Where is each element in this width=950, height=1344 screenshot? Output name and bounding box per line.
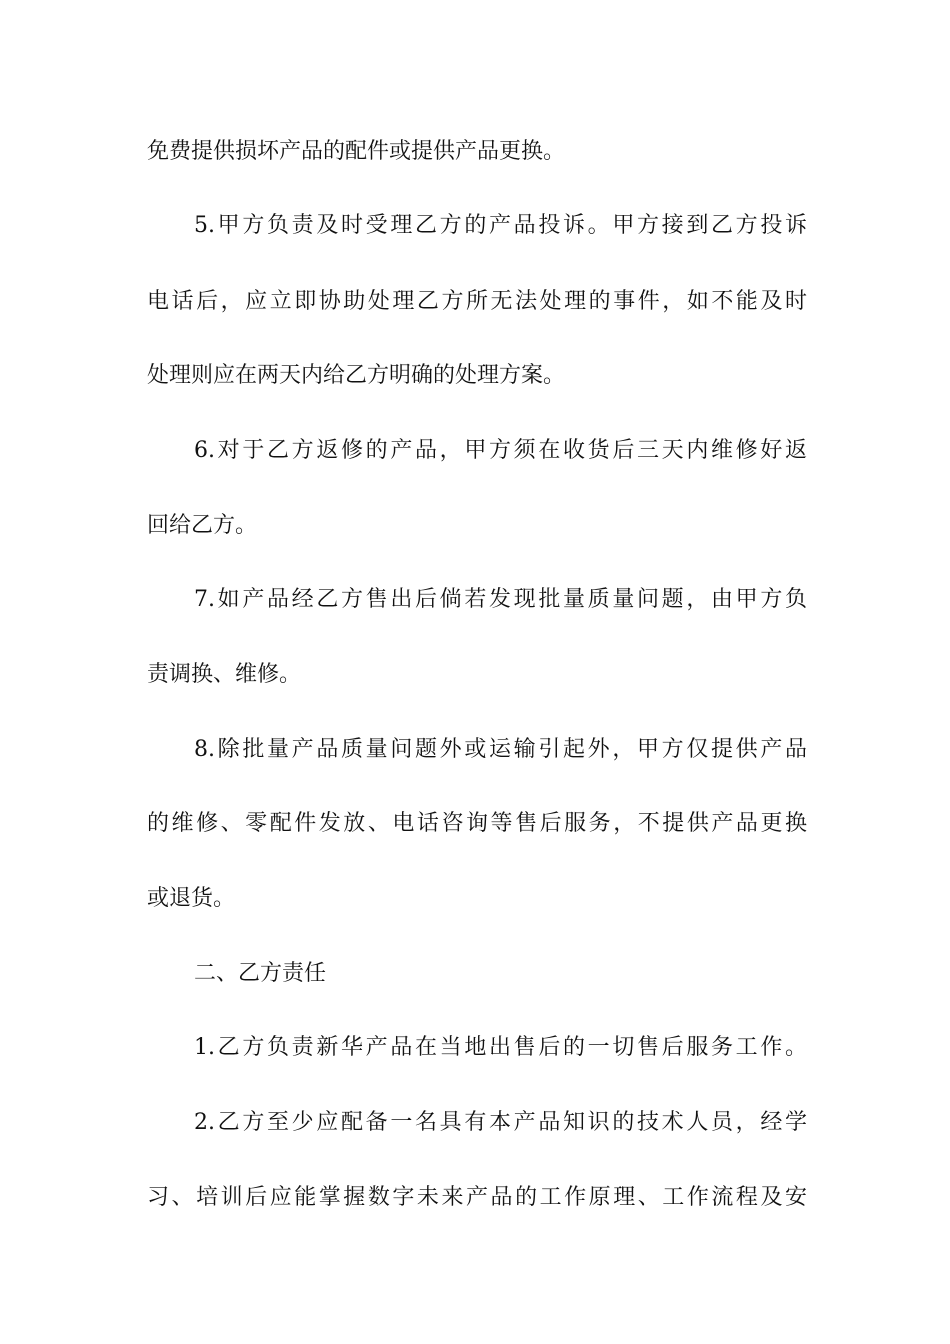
- text-line: 的维修、零配件发放、电话咨询等售后服务，不提供产品更换: [147, 811, 807, 836]
- text-line: 5.甲方负责及时受理乙方的产品投诉。甲方接到乙方投诉: [194, 213, 807, 238]
- text-line: 1.乙方负责新华产品在当地出售后的一切售后服务工作。: [194, 1035, 807, 1060]
- text-line: 6.对于乙方返修的产品，甲方须在收货后三天内维修好返: [194, 438, 807, 463]
- text-line: 7.如产品经乙方售出后倘若发现批量质量问题，由甲方负: [194, 587, 807, 612]
- section-heading: 二、乙方责任: [194, 961, 327, 986]
- text-line: 责调换、维修。: [147, 662, 302, 687]
- text-line: 回给乙方。: [147, 513, 258, 538]
- text-line: 8.除批量产品质量问题外或运输引起外，甲方仅提供产品: [194, 737, 807, 762]
- text-line: 电话后，应立即协助处理乙方所无法处理的事件，如不能及时: [147, 289, 807, 314]
- text-line: 免费提供损坏产品的配件或提供产品更换。: [147, 139, 566, 164]
- text-line: 或退货。: [147, 886, 236, 911]
- text-line: 习、培训后应能掌握数字未来产品的工作原理、工作流程及安: [147, 1185, 807, 1210]
- text-line: 处理则应在两天内给乙方明确的处理方案。: [147, 363, 566, 388]
- text-line: 2.乙方至少应配备一名具有本产品知识的技术人员，经学: [194, 1110, 807, 1135]
